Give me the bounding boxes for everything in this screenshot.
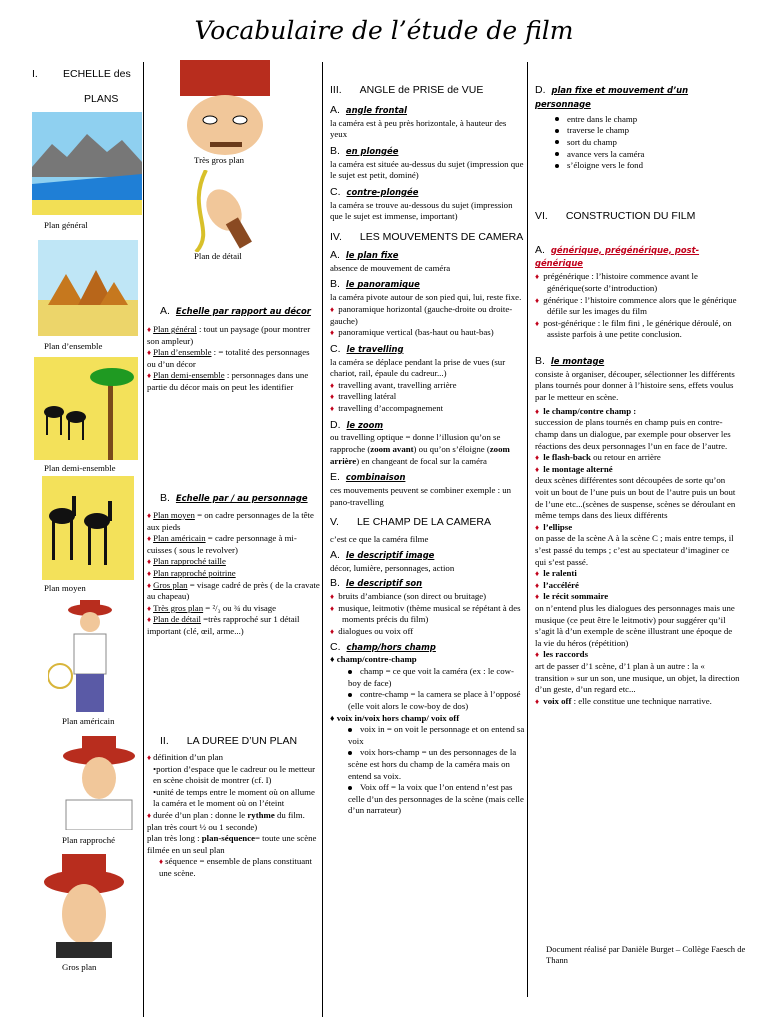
diamond-bullet-icon: ♦: [535, 592, 540, 602]
diamond-bullet-icon: ♦: [147, 580, 152, 590]
caption-plan-ensemble: Plan d’ensemble: [44, 341, 103, 351]
column-divider: [143, 62, 144, 1017]
diamond-bullet-icon: ♦: [330, 627, 335, 637]
caption-tres-gros-plan: Très gros plan: [194, 155, 245, 165]
diamond-bullet-icon: ♦: [535, 272, 540, 282]
list-item: ♦ Plan rapproché poitrine: [147, 568, 236, 579]
diamond-bullet-icon: ♦: [330, 592, 335, 602]
column-divider: [322, 62, 323, 1017]
diamond-bullet-icon: ♦: [147, 569, 152, 579]
dot-bullet-icon: [555, 117, 559, 121]
diamond-bullet-icon: ♦: [147, 511, 152, 520]
dot-bullet-icon: [348, 670, 352, 674]
diamond-bullet-icon: ♦: [535, 522, 540, 532]
diamond-bullet-icon: ♦: [147, 534, 152, 544]
list-item: ♦ Plan demi-ensemble : personnages dans une partie du décor mais on peut les identifier: [147, 370, 309, 393]
subsection-b-heading: [160, 492, 308, 506]
diamond-bullet-icon: ♦: [330, 380, 335, 390]
caption-plan-de-detail: Plan de détail: [194, 251, 242, 261]
diamond-bullet-icon: ♦: [330, 328, 335, 338]
diamond-bullet-icon: ♦: [147, 325, 152, 334]
dot-bullet-icon: [555, 129, 559, 133]
diamond-bullet-icon: ♦: [535, 569, 540, 579]
list-item: ♦ Plan de détail =très rapproché sur 1 détail important (clé, œil, arme...): [147, 614, 300, 637]
plan-general-image: [32, 112, 142, 215]
diamond-bullet-icon: ♦: [535, 318, 540, 328]
diamond-bullet-icon: ♦: [535, 453, 540, 463]
list-item: ♦ Plan général : tout un paysage (pour montrer son ampleur): [147, 324, 311, 346]
diamond-bullet-icon: ♦: [147, 348, 152, 358]
caption-gros-plan: Gros plan: [62, 962, 97, 972]
diamond-bullet-icon: ♦: [330, 304, 335, 314]
subsection-d-heading: D. plan fixe et mouvement d’un personnage: [535, 84, 689, 109]
list-item: ♦ Plan rapproché taille: [147, 556, 226, 567]
subsection-a-label: A.: [160, 305, 170, 317]
plan-demi-ensemble-image: [34, 357, 138, 460]
caption-plan-rapproche: Plan rapproché: [62, 835, 116, 845]
section-1-title-b: PLANS: [84, 93, 119, 105]
diamond-bullet-icon: ♦: [535, 464, 540, 474]
caption-plan-general: Plan général: [44, 220, 88, 230]
plan-de-detail-image: [186, 170, 258, 252]
section-6-heading: VI. CONSTRUCTION DU FILM: [535, 209, 696, 222]
diamond-bullet-icon: ♦: [147, 371, 152, 381]
dot-bullet-icon: [348, 728, 352, 732]
column-divider: [527, 62, 528, 997]
diamond-bullet-icon: ♦: [147, 811, 152, 821]
subsection-b-label: B.: [160, 492, 170, 504]
list-item: ♦ Plan américain = cadre personnage à mi-cuisses ( sous le revolver): [147, 533, 297, 555]
diamond-bullet-icon: ♦: [147, 615, 152, 625]
diamond-bullet-icon: ♦: [159, 857, 164, 867]
dot-bullet-icon: [555, 164, 559, 168]
section-2-heading: [160, 735, 297, 749]
plan-americain-image: [48, 596, 132, 712]
tres-gros-plan-image: [180, 60, 270, 155]
page-title: Vocabulaire de l’étude de film: [194, 16, 574, 45]
diamond-bullet-icon: ♦: [147, 603, 152, 613]
caption-plan-moyen: Plan moyen: [44, 583, 86, 593]
column-3: III. ANGLE de PRISE de VUE A. angle frontal la caméra est à peu près horizontale, à hauteur des yeux B. en plongée la caméra est située au-dessus du sujet (impression que le sujet est petit, dominé) C. contre-plongée la caméra se trouve au-dessous du sujet (impression que le sujet est immense, important) IV. LES MOUVEMENTS DE CAMERA A. le plan fixe absence de mouvement de caméra B. le panoramique la caméra pivote autour de son pied qui, lui, reste fixe. ♦ panoramique horizontal (gauche-droite ou droite-gauche) ♦ panoramique vertical (bas-haut ou haut-bas) C. le travelling la caméra se déplace pendant la prise de vues (sur chariot, rail, épaule du cadreur...) ♦ travelling avant, travelling arrière ♦ travelling latéral ♦ travelling d’accompagnement D. le zoom ou travelling optique = donne l’illusion qu’on se rapproche (zoom avant) ou qu’on s’éloigne (zoom arrière) en changeant de focal sur la caméra E. combinaison ces mouvements peuvent se combiner exemple : un pano-travelling V. LE CHAMP DE LA CAMERA c’est ce que la caméra filme A. le descriptif image décor, lumière, personnages, action B. le descriptif son ♦ bruits d’ambiance (son direct ou bruitage) ♦ musique, leitmotiv (thème musical se répétant à des moments précis du film) ♦ dialogues ou voix off C. champ/hors champ ♦ champ/contre-champ champ = ce que voit la caméra (ex : le cow-boy de face) contre-champ = la camera se place à l’opposé (elle voit alors le cow-boy de dos) ♦ voix in/voix hors champ/ voix off voix in = on voit le personnage et on entend sa voix voix hors-champ = un des personnages de la scène est hors du champ de la caméra mais on entend sa voix. Voix off = la voix que l’on entend n’est pas celle d’un des personnages de la scène (mais celle d’un narrateur): [330, 84, 525, 816]
dot-bullet-icon: [348, 693, 352, 697]
echelle-decor-list: [147, 324, 320, 394]
dot-bullet-icon: [555, 152, 559, 156]
duree-plan-text: ♦ définition d’un plan •portion d’espace que le cadreur ou le metteur en scène choisit de montrer (cf. I) •unité de temps entre le moment où on allume la caméra et le moment où on l’éteint ♦ durée d’un plan : donne le rythme du film. plan très court ½ ou 1 seconde) plan très long : plan-séquence= toute une scène filmée en un seul plan ♦ séquence = ensemble de plans constituant une scène.: [147, 752, 317, 879]
section-3-heading: III. ANGLE de PRISE de VUE: [330, 84, 484, 96]
gros-plan-image: [44, 852, 124, 958]
section-5-heading: V. LE CHAMP DE LA CAMERA: [330, 516, 491, 529]
echelle-personnage-list: [147, 510, 320, 638]
dot-bullet-icon: [555, 140, 559, 144]
list-item: ♦ Gros plan = visage cadré de près ( de la cravate au chapeau): [147, 579, 320, 602]
plan-ensemble-image: [38, 240, 138, 336]
subsection-b-title: Echelle par / au personnage: [175, 493, 308, 503]
diamond-bullet-icon: ♦: [535, 295, 540, 305]
diamond-bullet-icon: ♦: [330, 392, 335, 402]
section-1-title-a: ECHELLE des: [63, 68, 131, 80]
bullet-icon: ♦: [330, 712, 335, 723]
list-item: ♦ Plan d’ensemble : = totalité des personnages ou d’un décor: [147, 347, 310, 369]
plan-moyen-image: [42, 476, 134, 580]
footer-credit: Document réalisé par Danièle Burget – Collège Faesch de Thann: [546, 944, 746, 966]
angle-frontal-term: angle frontal: [345, 104, 408, 115]
diamond-bullet-icon: ♦: [535, 696, 540, 706]
section-1-number: I.: [32, 68, 38, 80]
section-2-title: LA DUREE D’UN PLAN: [186, 735, 298, 747]
column-4: D. plan fixe et mouvement d’un personnage entre dans le champ traverse le champ sort du champ avance vers la caméra s’éloigne vers le fond VI. CONSTRUCTION DU FILM A. générique, prégénérique, post-générique ♦ prégénérique : l’histoire commence avant le générique(sorte d’introduction) ♦ générique : l’histoire commence alors que le générique défile sur les images du film ♦ post-générique : le film fini , le générique déroulé, on assiste parfois à une petite conclusion. B. le montage consiste à organiser, découper, sélectionner les différents plans tournés pour donner à l’histoire sens, effets voulus par le metteur en scène. ♦ le champ/contre champ : succession de plans tournés en champ puis en contre-champ dans un dialogue, par exemple pour observer les réactions des deux personnages l’un en face de l’autre. ♦ le flash-back ou retour en arrière ♦ le montage alterné deux scènes différentes sont découpées de sorte qu’on voit un bout de l’une puis un bout de l’autre puis un bout de l’une etc...(scènes de suspense, scènes se déroulant en même temps dans des lieux différents ♦ l’ellipse on passe de la scène A à la scène C ; mais entre temps, il s’est passé du temps ; c’est au spectateur d’imaginer ce qui s’est passé. ♦ le ralenti ♦ l’accéléré ♦ le récit sommaire on n’entend plus les dialogues des personnages mais une musique (ce peut être le leitmotiv) pour suggérer qu’il s’agit là d’un exemple de scène illustrant une époque de la vie du héros (répétition) ♦ les raccords art de passer d’1 scène, d’1 plan à un autre : la « transition » sur un son, une musique, un objet, la direction d’un geste, d’un regard etc... ♦ voix off : elle constitue une technique narrative.: [535, 84, 740, 706]
diamond-bullet-icon: ♦: [535, 406, 540, 416]
subsection-a-heading: [160, 305, 311, 319]
dot-bullet-icon: [348, 751, 352, 755]
caption-plan-americain: Plan américain: [62, 716, 115, 726]
diamond-bullet-icon: ♦: [330, 404, 335, 414]
diamond-bullet-icon: ♦: [330, 603, 335, 613]
subsection-a-title: Echelle par rapport au décor: [175, 306, 311, 316]
plongee-term: en plongée: [345, 145, 399, 156]
diamond-bullet-icon: ♦: [147, 753, 152, 762]
plan-rapproche-image: [58, 730, 140, 830]
list-item: ♦ Très gros plan = ²/₃ ou ¾ du visage: [147, 602, 277, 613]
diamond-bullet-icon: ♦: [147, 557, 152, 567]
section-2-number: II.: [160, 735, 169, 747]
caption-plan-demi-ensemble: Plan demi-ensemble: [44, 463, 116, 473]
list-item: ♦ Plan moyen = on cadre personnages de la tête aux pieds: [147, 510, 314, 532]
bullet-icon: ♦: [330, 654, 335, 665]
diamond-bullet-icon: ♦: [535, 650, 540, 660]
section-4-heading: IV. LES MOUVEMENTS DE CAMERA: [330, 231, 524, 244]
diamond-bullet-icon: ♦: [535, 580, 540, 590]
contre-plongee-term: contre-plongée: [346, 187, 419, 198]
dot-bullet-icon: [348, 786, 352, 790]
